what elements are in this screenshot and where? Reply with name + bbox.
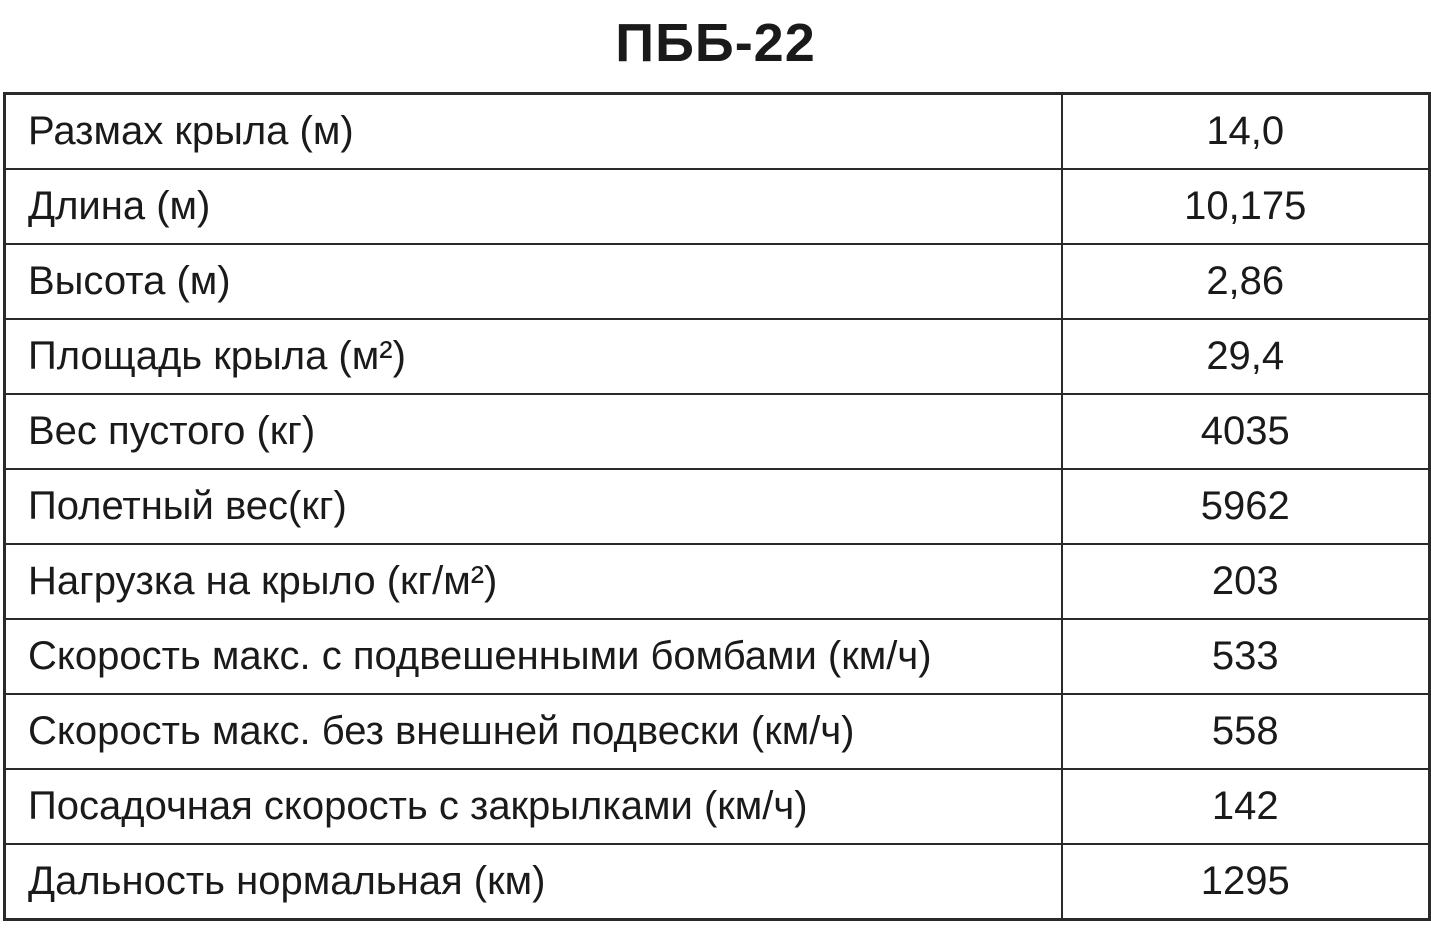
spec-table — [3, 92, 1431, 921]
param-value: 533 — [1062, 619, 1430, 694]
param-label: Вес пустого (кг) — [5, 394, 1062, 469]
param-value: 14,0 — [1062, 94, 1430, 170]
table-row — [5, 694, 1430, 769]
param-value: 10,175 — [1062, 169, 1430, 244]
param-value: 142 — [1062, 769, 1430, 844]
table-row — [5, 94, 1430, 170]
param-label: Размах крыла (м) — [5, 94, 1062, 170]
table-row — [5, 769, 1430, 844]
param-value: 558 — [1062, 694, 1430, 769]
param-label: Дальность нормальная (км) — [5, 844, 1062, 920]
param-label: Нагрузка на крыло (кг/м²) — [5, 544, 1062, 619]
param-value: 29,4 — [1062, 319, 1430, 394]
table-row — [5, 244, 1430, 319]
table-row — [5, 319, 1430, 394]
page-title: ПББ-22 — [615, 13, 816, 73]
table-row — [5, 169, 1430, 244]
param-value: 203 — [1062, 544, 1430, 619]
table-row — [5, 394, 1430, 469]
param-label: Длина (м) — [5, 169, 1062, 244]
param-value: 2,86 — [1062, 244, 1430, 319]
table-row — [5, 844, 1430, 920]
param-label: Полетный вес(кг) — [5, 469, 1062, 544]
param-label: Площадь крыла (м²) — [5, 319, 1062, 394]
table-row — [5, 619, 1430, 694]
table-row — [5, 544, 1430, 619]
table-row — [5, 469, 1430, 544]
param-value: 4035 — [1062, 394, 1430, 469]
param-value: 5962 — [1062, 469, 1430, 544]
param-value: 1295 — [1062, 844, 1430, 920]
param-label: Посадочная скорость с закрылками (км/ч) — [5, 769, 1062, 844]
param-label: Скорость макс. без внешней подвески (км/ч) — [5, 694, 1062, 769]
param-label: Высота (м) — [5, 244, 1062, 319]
param-label: Скорость макс. с подвешенными бомбами (км/ч) — [5, 619, 1062, 694]
